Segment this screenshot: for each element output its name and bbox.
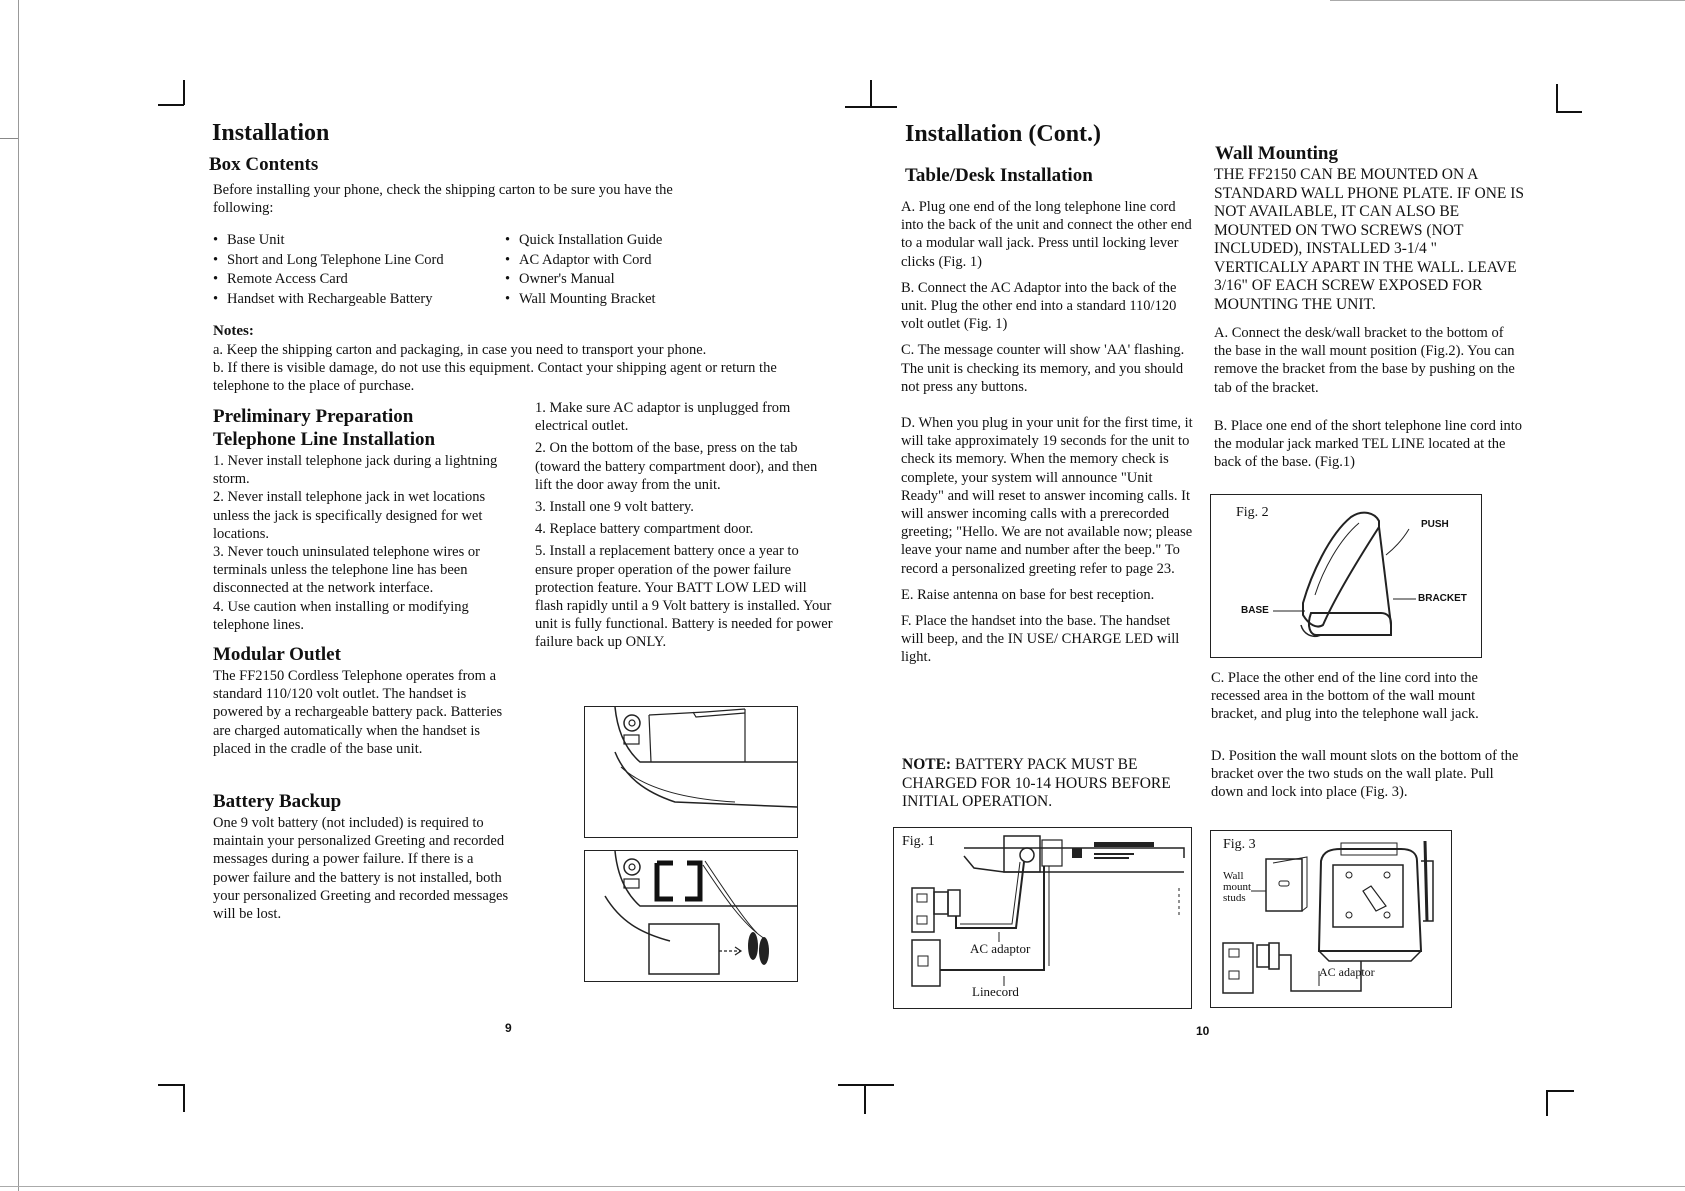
table-desk-steps (901, 198, 1193, 675)
telephone-line-list (213, 452, 513, 634)
crop-mark (870, 80, 872, 107)
crop-mark (864, 1084, 866, 1114)
scan-edge (0, 138, 18, 139)
list-item: • Owner's Manual (505, 270, 745, 290)
wall-mount-studs-label: Wall mount studs (1223, 870, 1252, 904)
box-contents-intro: Before installing your phone, check the shipping carton to be sure you have the following: (213, 182, 673, 217)
list-item: • Short and Long Telephone Line Cord (213, 251, 503, 271)
list-item: • Base Unit (213, 231, 503, 251)
figure-1 (893, 827, 1192, 1009)
wall-step-b: B. Place one end of the short telephone line cord into the modular jack marked TEL LINE located at the back of the base. (Fig.1) (1214, 418, 1523, 471)
battery-install-illustration (584, 850, 798, 982)
list-item: C. The message counter will show 'AA' flashing. The unit is checking its memory, and you should not press any buttons. (901, 342, 1185, 395)
list-item: 5. Install a replacement battery once a year to ensure proper operation of the power failure protection feature. Your BATT LOW LED will flash rapidly until a 9 Volt battery is installed. Your unit is fully functional. Battery is needed for power failure back up ONLY. (535, 543, 833, 651)
list-item: • Wall Mounting Bracket (505, 290, 745, 310)
scan-edge (18, 0, 19, 1191)
bracket-label: BRACKET (1418, 593, 1467, 604)
line-cord-label: Linecord (972, 984, 1019, 999)
section-heading: Modular Outlet (213, 644, 341, 665)
crop-mark (158, 1084, 184, 1086)
wall-step-c: C. Place the other end of the line cord into the recessed area in the bottom of the wall mount bracket, and plug into the telephone wall jack. (1211, 670, 1479, 723)
crop-mark (1546, 1090, 1574, 1092)
crop-mark (1556, 84, 1558, 112)
list-item: 3. Never touch uninsulated telephone wires or terminals unless the telephone line has been disconnected at the network interface. (213, 544, 480, 597)
wall-mounting-caps: THE FF2150 CAN BE MOUNTED ON A STANDARD WALL PHONE PLATE. IF ONE IS NOT AVAILABLE, IT CAN ALSO BE MOUNTED ON TWO SCREWS (NOT INCLUDED), INSTALLED 3-1/4 " VERTICALLY APART IN THE WALL. LEAVE 3/16" OF EACH SCREW EXPOSED FOR MOUNTING THE UNIT. (1214, 166, 1525, 313)
section-heading: Table/Desk Installation (905, 165, 1093, 186)
crop-mark (845, 106, 897, 108)
list-item: 4. Use caution when installing or modifying telephone lines. (213, 598, 469, 633)
push-label: PUSH (1421, 519, 1449, 530)
page-number: 10 (1196, 1024, 1210, 1038)
list-item: 2. Never install telephone jack in wet locations unless the jack is specifically designed for wet locations. (213, 489, 486, 542)
ac-adaptor-label: AC adaptor (970, 941, 1031, 956)
list-item: D. When you plug in your unit for the first time, it will take approximately 19 seconds for the unit to check its memory. When the memory check is complete, your system will announce "Unit Ready" and will reset to answer incoming calls. It will answer incoming calls with a prerecorded greeting; "Hello. We are not available now; please leave your name and number after the beep." To record a personalized greeting refer to page 23. (901, 415, 1193, 577)
note-text: BATTERY PACK MUST BE CHARGED FOR 10-14 HOURS BEFORE INITIAL OPERATION. (902, 756, 1171, 810)
box-contents-list (213, 231, 503, 309)
page-number: 9 (505, 1021, 512, 1035)
list-item: 2. On the bottom of the base, press on the tab (toward the battery compartment door), and then lift the door away from the unit. (535, 440, 818, 493)
list-item: • AC Adaptor with Cord (505, 251, 745, 271)
scan-edge (0, 1186, 1685, 1187)
crop-mark (183, 1084, 185, 1112)
box-contents-list (505, 231, 745, 309)
list-item: A. Plug one end of the long telephone line cord into the back of the unit and connect the other end to a modular wall jack. Press until locking lever clicks (Fig. 1) (901, 199, 1192, 270)
crop-mark (158, 104, 184, 106)
figure-3 (1210, 830, 1452, 1008)
ac-adaptor-label: AC adaptor (1319, 965, 1375, 979)
battery-note (902, 756, 1172, 812)
page-title: Installation (212, 120, 330, 146)
crop-mark (1556, 111, 1582, 113)
battery-backup-text: One 9 volt battery (not included) is required to maintain your personalized Greeting and recorded messages during a power failure. If there is a power failure and the battery is not installed, both your personalized Greeting and recorded messages will be lost. (213, 815, 509, 923)
figure-label: Fig. 2 (1236, 505, 1269, 520)
notes-heading: Notes: (213, 323, 254, 339)
scan-edge (1330, 0, 1685, 1)
section-heading: Battery Backup (213, 791, 342, 812)
crop-mark (1546, 1090, 1548, 1116)
section-heading: Wall Mounting (1215, 143, 1338, 164)
battery-door-illustration (584, 706, 798, 838)
note-a: a. Keep the shipping carton and packaging, in case you need to transport your phone. (213, 342, 707, 358)
note-label: NOTE: (902, 756, 952, 773)
section-heading: Telephone Line Installation (213, 429, 436, 450)
wall-step-d: D. Position the wall mount slots on the bottom of the bracket over the two studs on the wall plate. Pull down and lock into place (Fig. 3). (1211, 748, 1519, 801)
crop-mark (183, 80, 185, 105)
list-item: 1. Make sure AC adaptor is unplugged from electrical outlet. (535, 400, 791, 435)
list-item: B. Connect the AC Adaptor into the back of the unit. Plug the other end into a standard 110/120 volt outlet (Fig. 1) (901, 279, 1177, 333)
list-item: 1. Never install telephone jack during a lightning storm. (213, 453, 498, 488)
battery-steps-list (535, 399, 835, 656)
page-title: Installation (Cont.) (905, 121, 1102, 147)
crop-mark (838, 1084, 894, 1086)
list-item: 4. Replace battery compartment door. (535, 521, 754, 538)
list-item: • Handset with Rechargeable Battery (213, 290, 503, 310)
section-heading: Preliminary Preparation (213, 406, 414, 427)
base-label: BASE (1241, 605, 1269, 616)
list-item: E. Raise antenna on base for best reception. (901, 586, 1155, 603)
figure-label: Fig. 3 (1223, 837, 1256, 852)
list-item: • Remote Access Card (213, 270, 503, 290)
figure-label: Fig. 1 (902, 834, 935, 849)
list-item: F. Place the handset into the base. The handset will beep, and the IN USE/ CHARGE LED will light. (901, 613, 1180, 666)
note-b: b. If there is visible damage, do not use this equipment. Contact your shipping agent or return the telephone to the place of purchase. (213, 360, 777, 395)
wall-step-a: A. Connect the desk/wall bracket to the bottom of the base in the wall mount position (Fig.2). You can remove the bracket from the base by pushing on the tab of the bracket. (1214, 325, 1515, 396)
modular-outlet-text: The FF2150 Cordless Telephone operates from a standard 110/120 volt outlet. The handset is powered by a rechargeable battery pack. Batteries are charged automatically when the handset is placed in the cradle of the base unit. (213, 668, 503, 757)
figure-2 (1210, 494, 1482, 658)
section-heading: Box Contents (209, 154, 319, 175)
list-item: • Quick Installation Guide (505, 231, 745, 251)
list-item: 3. Install one 9 volt battery. (535, 499, 694, 516)
